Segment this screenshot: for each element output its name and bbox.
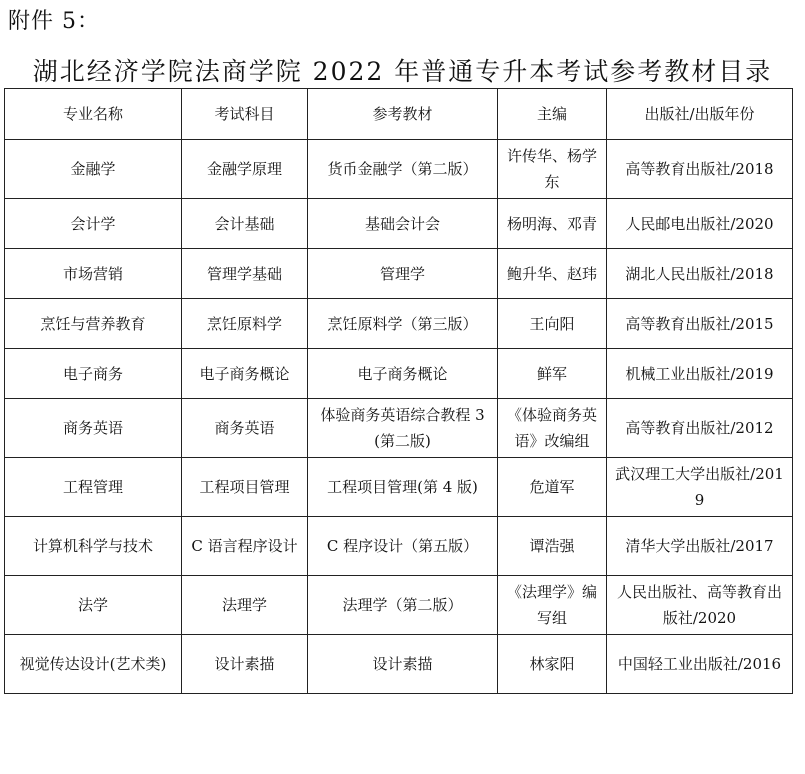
- cell-exam-subject: 法理学: [182, 576, 308, 635]
- cell-textbook: 烹饪原料学（第三版）: [308, 299, 498, 349]
- header-major: 专业名称: [5, 89, 182, 140]
- cell-major: 金融学: [5, 140, 182, 199]
- cell-major: 计算机科学与技术: [5, 517, 182, 576]
- cell-editor: 林家阳: [498, 635, 607, 694]
- table-row: [5, 635, 793, 694]
- cell-publisher: 高等教育出版社/2015: [607, 299, 793, 349]
- cell-major: 烹饪与营养教育: [5, 299, 182, 349]
- cell-exam-subject: 电子商务概论: [182, 349, 308, 399]
- cell-publisher: 湖北人民出版社/2018: [607, 249, 793, 299]
- table-row: [5, 517, 793, 576]
- table-row: [5, 249, 793, 299]
- header-reference-textbook: 参考教材: [308, 89, 498, 140]
- cell-editor: 《体验商务英语》改编组: [498, 399, 607, 458]
- cell-editor: 杨明海、邓青: [498, 199, 607, 249]
- table-row: [5, 576, 793, 635]
- cell-editor: 王向阳: [498, 299, 607, 349]
- cell-publisher: 高等教育出版社/2012: [607, 399, 793, 458]
- cell-exam-subject: 管理学基础: [182, 249, 308, 299]
- cell-editor: 鲜军: [498, 349, 607, 399]
- cell-exam-subject: 商务英语: [182, 399, 308, 458]
- header-chief-editor: 主编: [498, 89, 607, 140]
- cell-textbook: 管理学: [308, 249, 498, 299]
- table-row: [5, 199, 793, 249]
- cell-publisher: 人民出版社、高等教育出版社/2020: [607, 576, 793, 635]
- cell-textbook: 基础会计会: [308, 199, 498, 249]
- cell-textbook: 体验商务英语综合教程 3(第二版): [308, 399, 498, 458]
- cell-publisher: 机械工业出版社/2019: [607, 349, 793, 399]
- cell-textbook: C 程序设计（第五版）: [308, 517, 498, 576]
- cell-textbook: 工程项目管理(第 4 版): [308, 458, 498, 517]
- cell-major: 市场营销: [5, 249, 182, 299]
- table-header-row: [5, 89, 793, 140]
- cell-exam-subject: 金融学原理: [182, 140, 308, 199]
- cell-textbook: 货币金融学（第二版）: [308, 140, 498, 199]
- document-title: 湖北经济学院法商学院 2022 年普通专升本考试参考教材目录: [32, 57, 773, 86]
- cell-editor: 鲍升华、赵玮: [498, 249, 607, 299]
- table-row: [5, 399, 793, 458]
- table-row: [5, 140, 793, 199]
- cell-major: 法学: [5, 576, 182, 635]
- cell-exam-subject: 会计基础: [182, 199, 308, 249]
- header-exam-subject: 考试科目: [182, 89, 308, 140]
- cell-publisher: 武汉理工大学出版社/2019: [607, 458, 793, 517]
- cell-exam-subject: C 语言程序设计: [182, 517, 308, 576]
- table-row: [5, 458, 793, 517]
- attachment-label: 附件 5：: [8, 9, 100, 34]
- cell-major: 商务英语: [5, 399, 182, 458]
- textbook-table: [4, 88, 793, 694]
- cell-publisher: 人民邮电出版社/2020: [607, 199, 793, 249]
- cell-publisher: 中国轻工业出版社/2016: [607, 635, 793, 694]
- cell-publisher: 高等教育出版社/2018: [607, 140, 793, 199]
- header-publisher-year: 出版社/出版年份: [607, 89, 793, 140]
- cell-editor: 谭浩强: [498, 517, 607, 576]
- cell-textbook: 法理学（第二版）: [308, 576, 498, 635]
- cell-exam-subject: 工程项目管理: [182, 458, 308, 517]
- cell-textbook: 电子商务概论: [308, 349, 498, 399]
- table-row: [5, 299, 793, 349]
- cell-publisher: 清华大学出版社/2017: [607, 517, 793, 576]
- cell-exam-subject: 烹饪原料学: [182, 299, 308, 349]
- cell-exam-subject: 设计素描: [182, 635, 308, 694]
- cell-textbook: 设计素描: [308, 635, 498, 694]
- cell-editor: 许传华、杨学东: [498, 140, 607, 199]
- table-row: [5, 349, 793, 399]
- cell-major: 工程管理: [5, 458, 182, 517]
- cell-major: 电子商务: [5, 349, 182, 399]
- cell-editor: 《法理学》编写组: [498, 576, 607, 635]
- cell-major: 会计学: [5, 199, 182, 249]
- cell-major: 视觉传达设计(艺术类): [5, 635, 182, 694]
- cell-editor: 危道军: [498, 458, 607, 517]
